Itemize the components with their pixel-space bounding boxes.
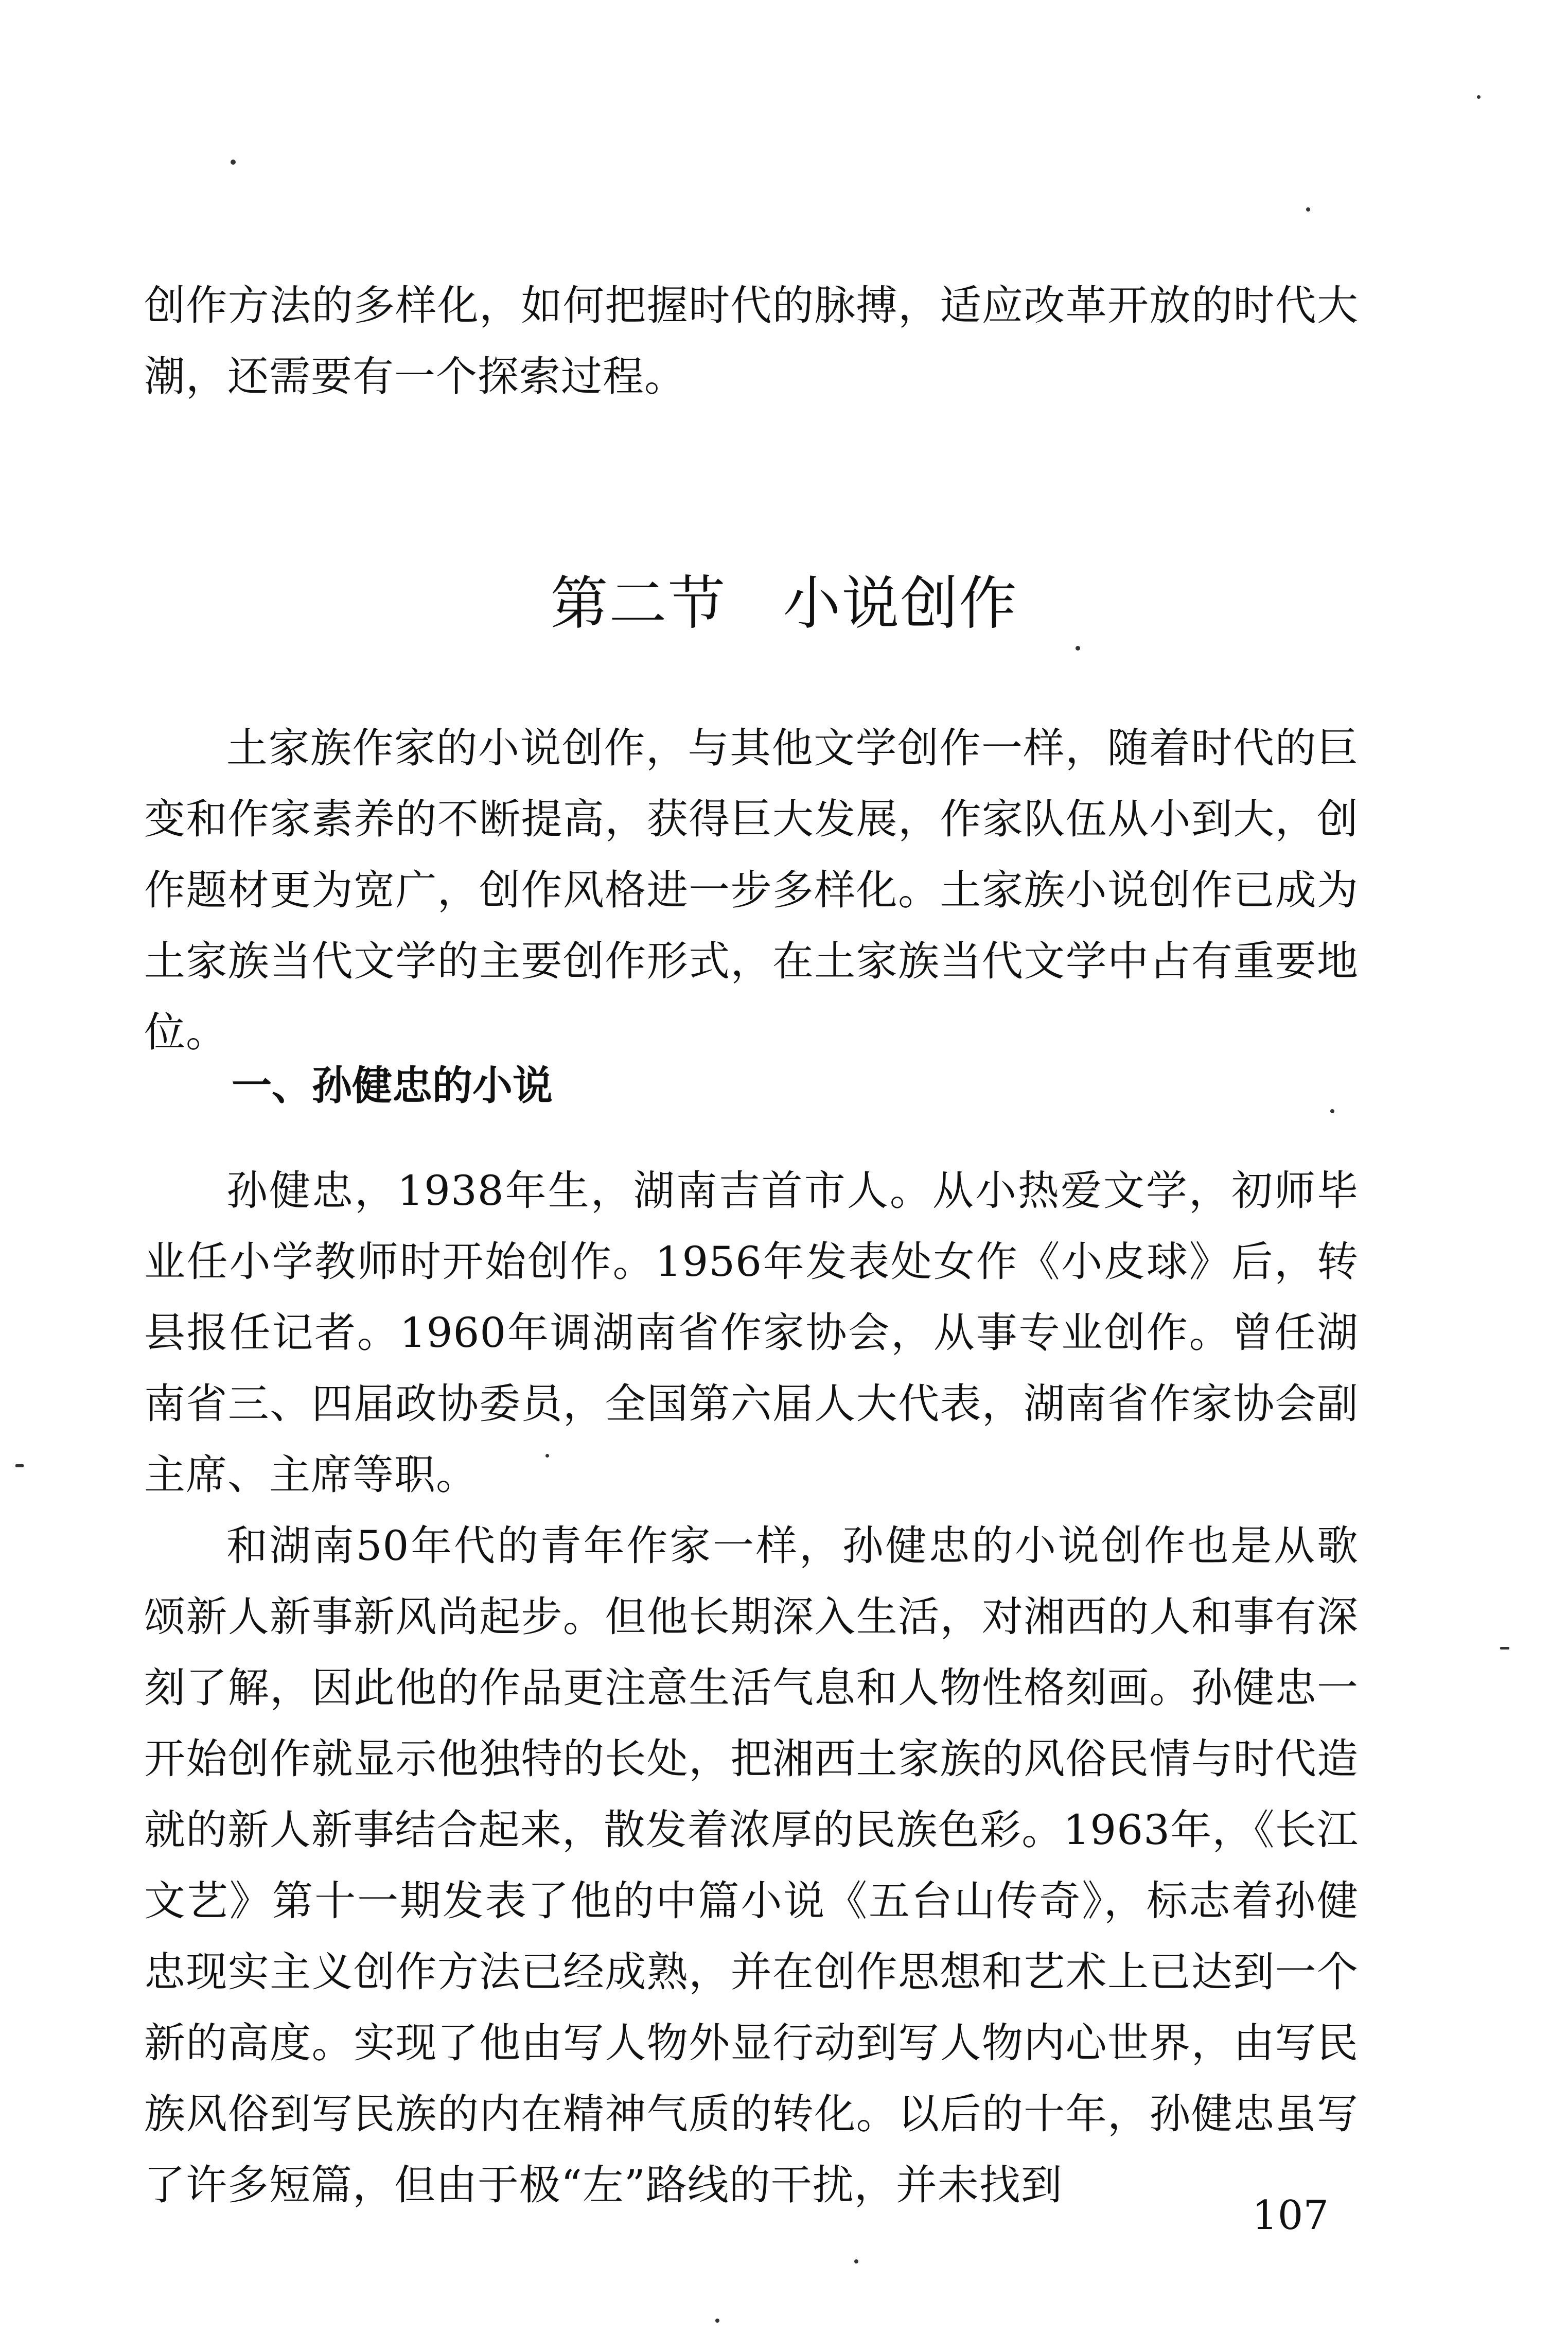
scan-speck: [1306, 207, 1310, 212]
subsection-heading: 一、孙健忠的小说: [232, 1063, 553, 1109]
body-text-block: [144, 1155, 1359, 2221]
scan-speck: [15, 1464, 24, 1467]
section-heading: [0, 568, 1568, 640]
section-title: 小说创作: [783, 570, 1018, 637]
continued-paragraph-block: [144, 270, 1359, 412]
scan-speck: [854, 2259, 858, 2263]
section-number: 第二节: [550, 570, 727, 637]
scan-speck: [1076, 646, 1080, 651]
scan-speck: [715, 2319, 719, 2323]
scan-speck: [1330, 1109, 1334, 1113]
page-number: 107: [1252, 2192, 1329, 2239]
continued-paragraph: 创作方法的多样化，如何把握时代的脉搏，适应改革开放的时代大潮，还需要有一个探索过程。: [144, 282, 1359, 400]
scan-speck: [1477, 95, 1481, 99]
body-paragraph: 孙健忠，1938年生，湖南吉首市人。从小热爱文学，初师毕业任小学教师时开始创作。1956年发表处女作《小皮球》后，转县报任记者。1960年调湖南省作家协会，从事专业创作。曾任湖南省三、四届政协委员，全国第六届人大代表，湖南省作家协会副主席、主席等职。: [144, 1167, 1359, 1499]
intro-paragraph-block: [144, 713, 1359, 1068]
scan-speck: [1500, 1647, 1509, 1649]
scan-speck: [231, 160, 236, 165]
intro-paragraph: 土家族作家的小说创作，与其他文学创作一样，随着时代的巨变和作家素养的不断提高，获得巨大发展，作家队伍从小到大，创作题材更为宽广，创作风格进一步多样化。土家族小说创作已成为土家族当代文学的主要创作形式，在土家族当代文学中占有重要地位。: [144, 724, 1359, 1056]
body-paragraph: 和湖南50年代的青年作家一样，孙健忠的小说创作也是从歌颂新人新事新风尚起步。但他长期深入生活，对湘西的人和事有深刻了解，因此他的作品更注意生活气息和人物性格刻画。孙健忠一开始创作就显示他独特的长处，把湘西土家族的风俗民情与时代造就的新人新事结合起来，散发着浓厚的民族色彩。1963年，《长江文艺》第十一期发表了他的中篇小说《五台山传奇》，标志着孙健忠现实主义创作方法已经成熟，并在创作思想和艺术上已达到一个新的高度。实现了他由写人物外显行动到写人物内心世界，由写民族风俗到写民族的内在精神气质的转化。以后的十年，孙健忠虽写了许多短篇，但由于极“左”路线的干扰，并未找到: [144, 1522, 1359, 2209]
scan-speck: [545, 1454, 549, 1458]
